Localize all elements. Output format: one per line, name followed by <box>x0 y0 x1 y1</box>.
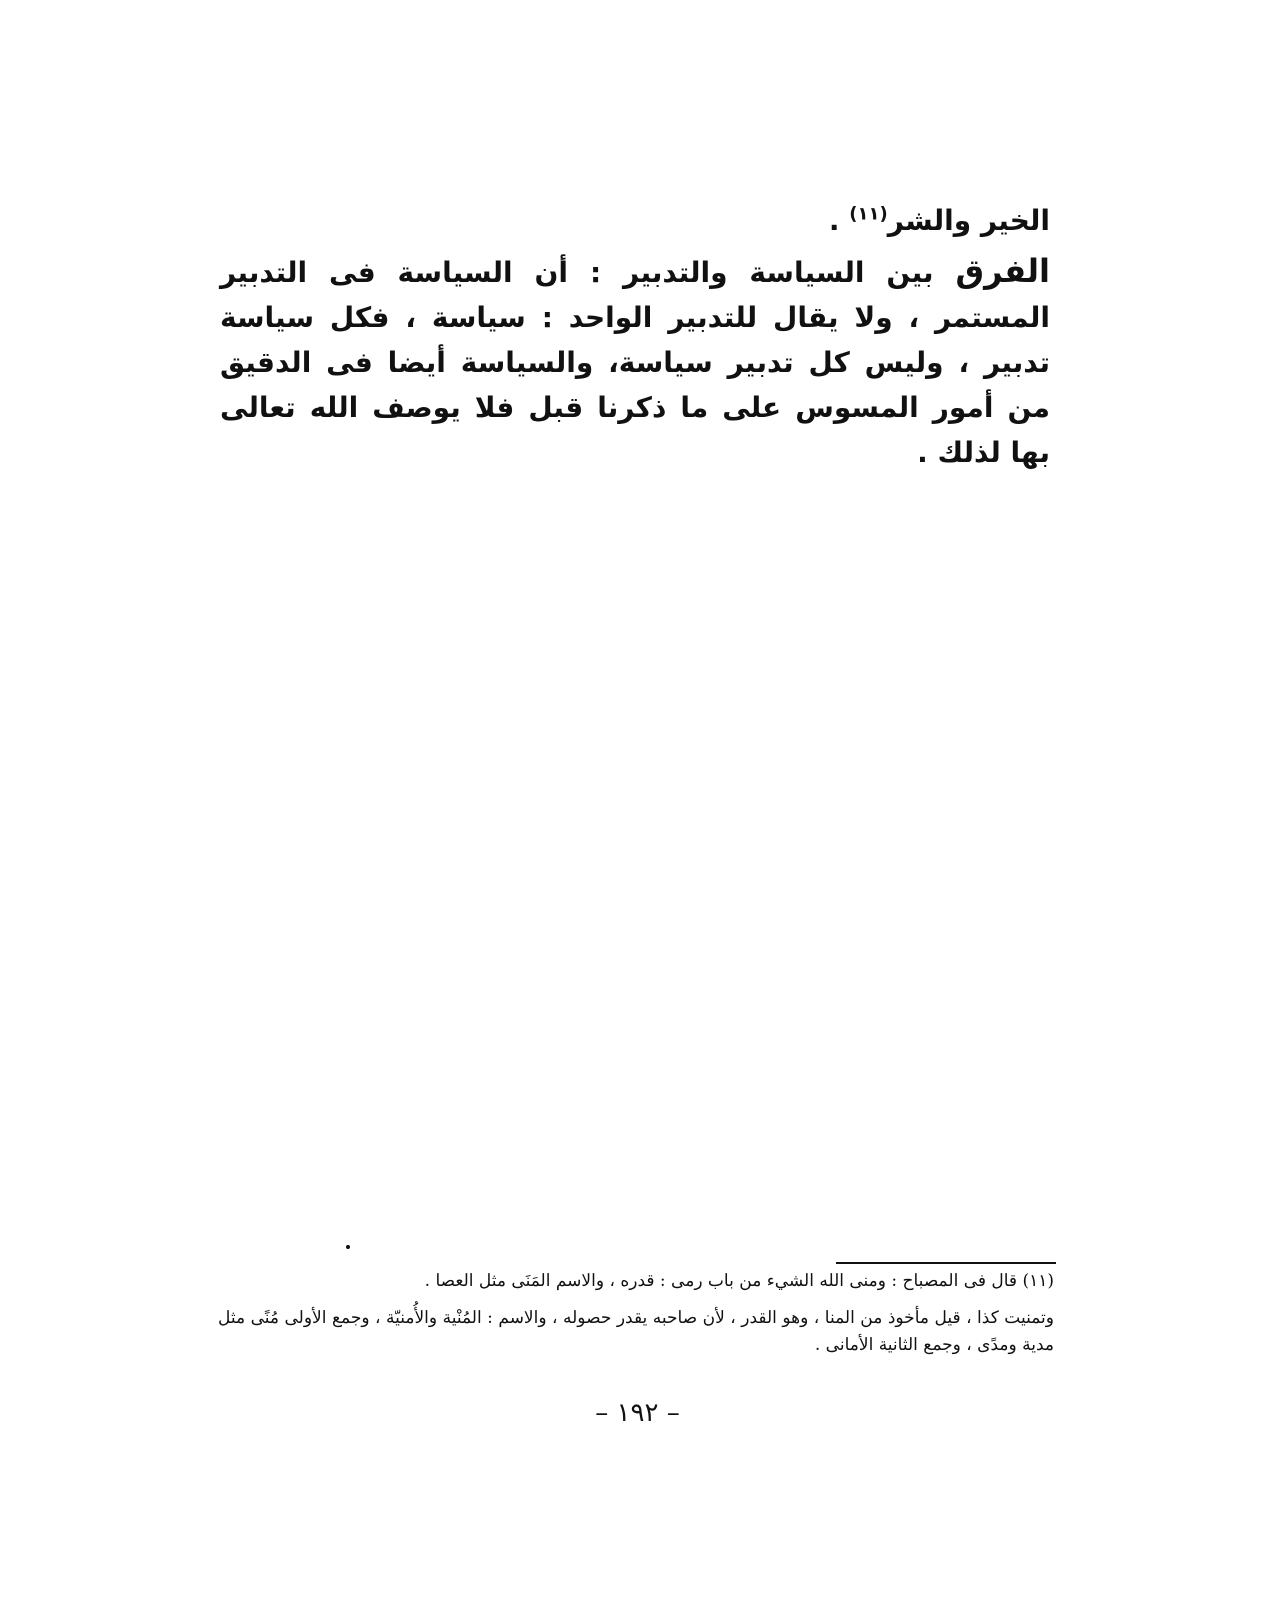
main-text <box>220 198 1050 475</box>
line-1-text: الخير والشر <box>887 204 1050 237</box>
paragraph-text: بين السياسة والتدبير : أن السياسة فى التدبير المستمر ، ولا يقال للتدبير الواحد : سياسة ، فكل سياسة تدبير ، وليس كل تدبير سياسة، والسياسة أيضا فى الدقيق من أمور المسوس على ما ذكرنا قبل فلا يوصف الله تعالى بها لذلك . <box>220 256 1050 469</box>
paragraph-difference <box>220 249 1050 475</box>
footnote-2: وتمنيت كذا ، قيل مأخوذ من المنا ، وهو القدر ، لأن صاحبه يقدر حصوله ، والاسم : المُنْية والأُمنيّة ، وجمع الأولى مُنًى مثل مدية ومدًى ، وجمع الثانية الأمانى . <box>218 1308 1054 1355</box>
line-1-end: . <box>828 204 850 237</box>
footnote-1: (١١) قال فى المصباح : ومنى الله الشيء من باب رمى : قدره ، والاسم المَنَى مثل العصا . <box>424 1271 1054 1291</box>
footnote-separator <box>836 1262 1056 1264</box>
footnote-reference: (١١) <box>849 203 888 225</box>
stray-dot <box>346 1245 350 1249</box>
footnotes <box>218 1268 1054 1359</box>
text-line-1 <box>220 198 1050 243</box>
term-heading: الفرق <box>955 252 1050 290</box>
page-number: – ١٩٢ – <box>595 1398 680 1428</box>
